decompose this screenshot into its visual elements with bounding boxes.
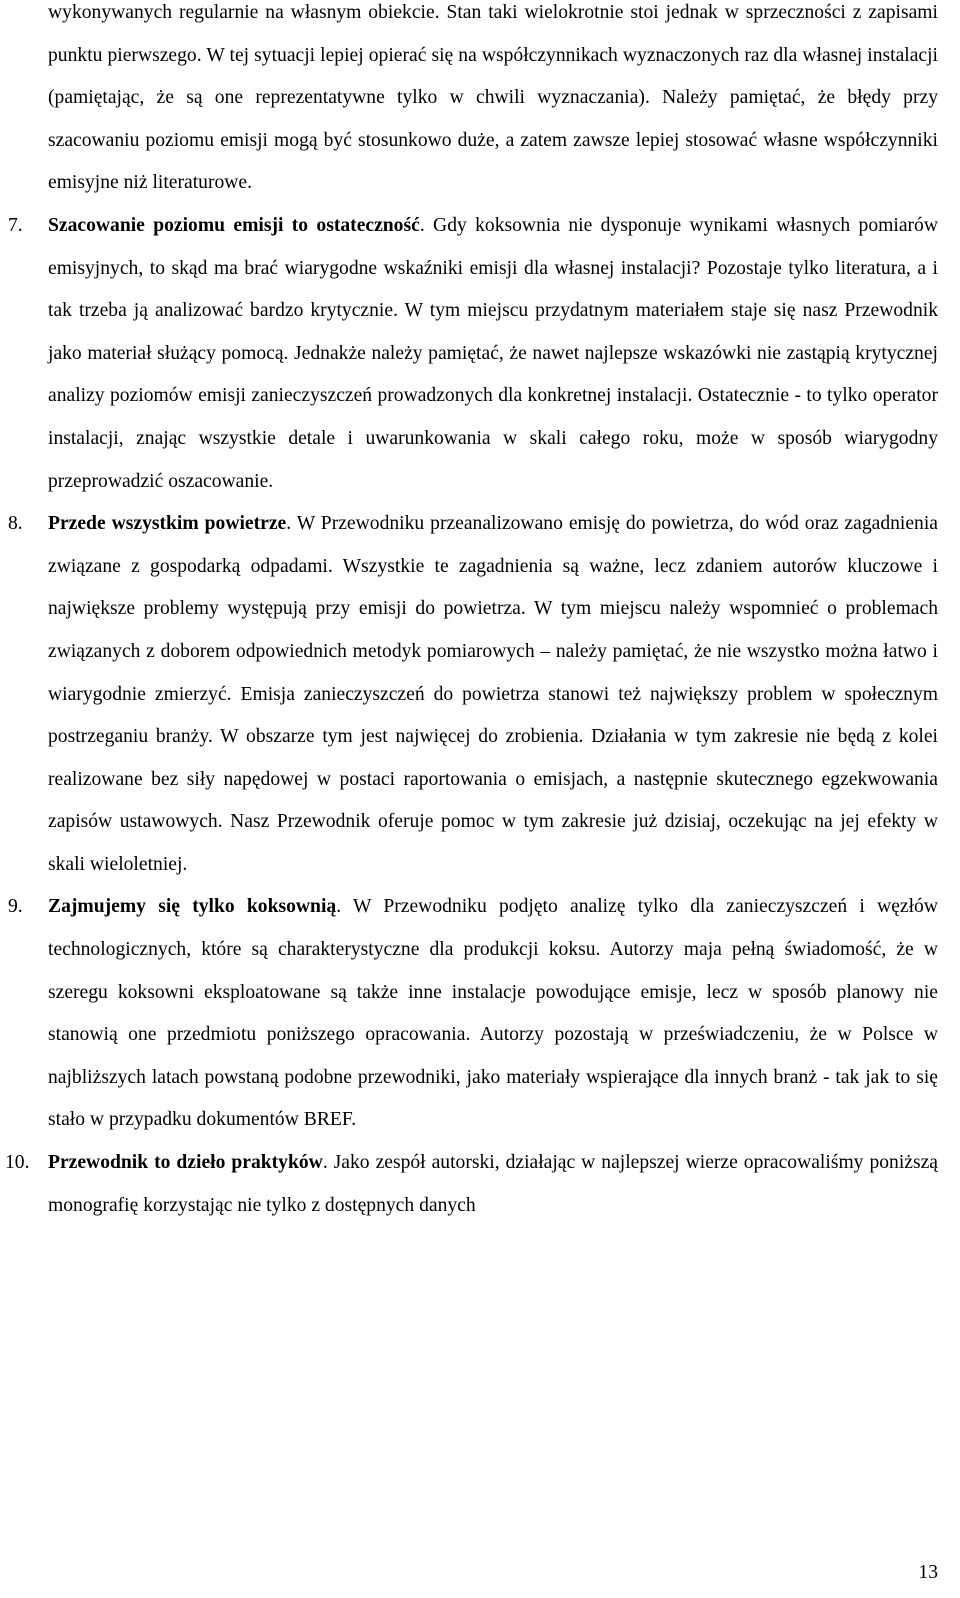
page-number: 13	[918, 1562, 938, 1583]
item-text: . Jako zespół autorski, działając w najlepszej wierze opracowaliśmy poniższą monografię korzystając nie tylko z dostępnych danych	[48, 1152, 938, 1216]
item-number: 9.	[8, 896, 23, 918]
continuation-paragraph: wykonywanych regularnie na własnym obiekcie. Stan taki wielokrotnie stoi jednak w sprzeczności z zapisami punktu pierwszego. W tej sytuacji lepiej opierać się na współczynnikach wyznaczonych raz dla własnej instalacji (pamiętając, że są one reprezentatywne tylko w chwili wyznaczania). Należy pamiętać, że błędy przy szacowaniu poziomu emisji mogą być stosunkowo duże, a zatem zawsze lepiej stosować własne współczynniki emisyjne niż literaturowe.	[48, 2, 938, 194]
item-number: 8.	[8, 513, 23, 535]
list-item-8	[8, 503, 938, 886]
item-text: . Gdy koksownia nie dysponuje wynikami własnych pomiarów emisyjnych, to skąd ma brać wiarygodne wskaźniki emisji dla własnej instalacji? Pozostaje tylko literatura, a i tak trzeba ją analizować bardzo krytycznie. W tym miejscu przydatnym materiałem staje się nasz Przewodnik jako materiał służący pomocą. Jednakże należy pamiętać, że nawet najlepsze wskazówki nie zastąpią krytycznej analizy poziomów emisji zanieczyszczeń prowadzonych dla konkretnej instalacji. Ostatecznie - to tylko operator instalacji, znając wszystkie detale i uwarunkowania w skali całego roku, może w sposób wiarygodny przeprowadzić oszacowanie.	[48, 214, 938, 492]
item-text: . W Przewodniku podjęto analizę tylko dla zanieczyszczeń i węzłów technologicznych, które są charakterystyczne dla produkcji koksu. Autorzy maja pełną świadomość, że w szeregu koksowni eksploatowane są także inne instalacje powodujące emisje, lecz w sposób planowy nie stanowią one przedmiotu poniższego opracowania. Autorzy pozostają w przeświadczeniu, że w Polsce w najbliższych latach powstaną podobne przewodniki, jako materiały wspierające dla innych branż - tak jak to się stało w przypadku dokumentów BREF.	[48, 896, 939, 1131]
item-lead: Przewodnik to dzieło praktyków	[48, 1152, 323, 1174]
list-item-10	[5, 1142, 938, 1227]
item-number: 10.	[5, 1152, 30, 1174]
item-lead: Przede wszystkim powietrze	[48, 513, 287, 535]
item-text: . W Przewodniku przeanalizowano emisję do powietrza, do wód oraz zagadnienia związane z gospodarką odpadami. Wszystkie te zagadnienia są ważne, lecz zdaniem autorów kluczowe i największe problemy występują przy emisji do powietrza. W tym miejscu należy wspomnieć o problemach związanych z doborem odpowiednich metodyk pomiarowych – należy pamiętać, że nie wszystko można łatwo i wiarygodnie zmierzyć. Emisja zanieczyszczeń do powietrza stanowi też największy problem w społecznym postrzeganiu branży. W obszarze tym jest najwięcej do zrobienia. Działania w tym zakresie nie będą z kolei realizowane bez siły napędowej w postaci raportowania o emisjach, a następnie skutecznego egzekwowania zapisów ustawowych. Nasz Przewodnik oferuje pomoc w tym zakresie już dzisiaj, oczekując na jej efekty w skali wieloletniej.	[48, 513, 938, 875]
list-item-7	[8, 205, 938, 503]
list-item-9	[8, 886, 939, 1142]
item-lead: Szacowanie poziomu emisji to ostateczność	[48, 214, 420, 236]
item-number: 7.	[8, 214, 23, 236]
body-text	[5, 0, 939, 1227]
item-lead: Zajmujemy się tylko koksownią	[48, 896, 337, 918]
